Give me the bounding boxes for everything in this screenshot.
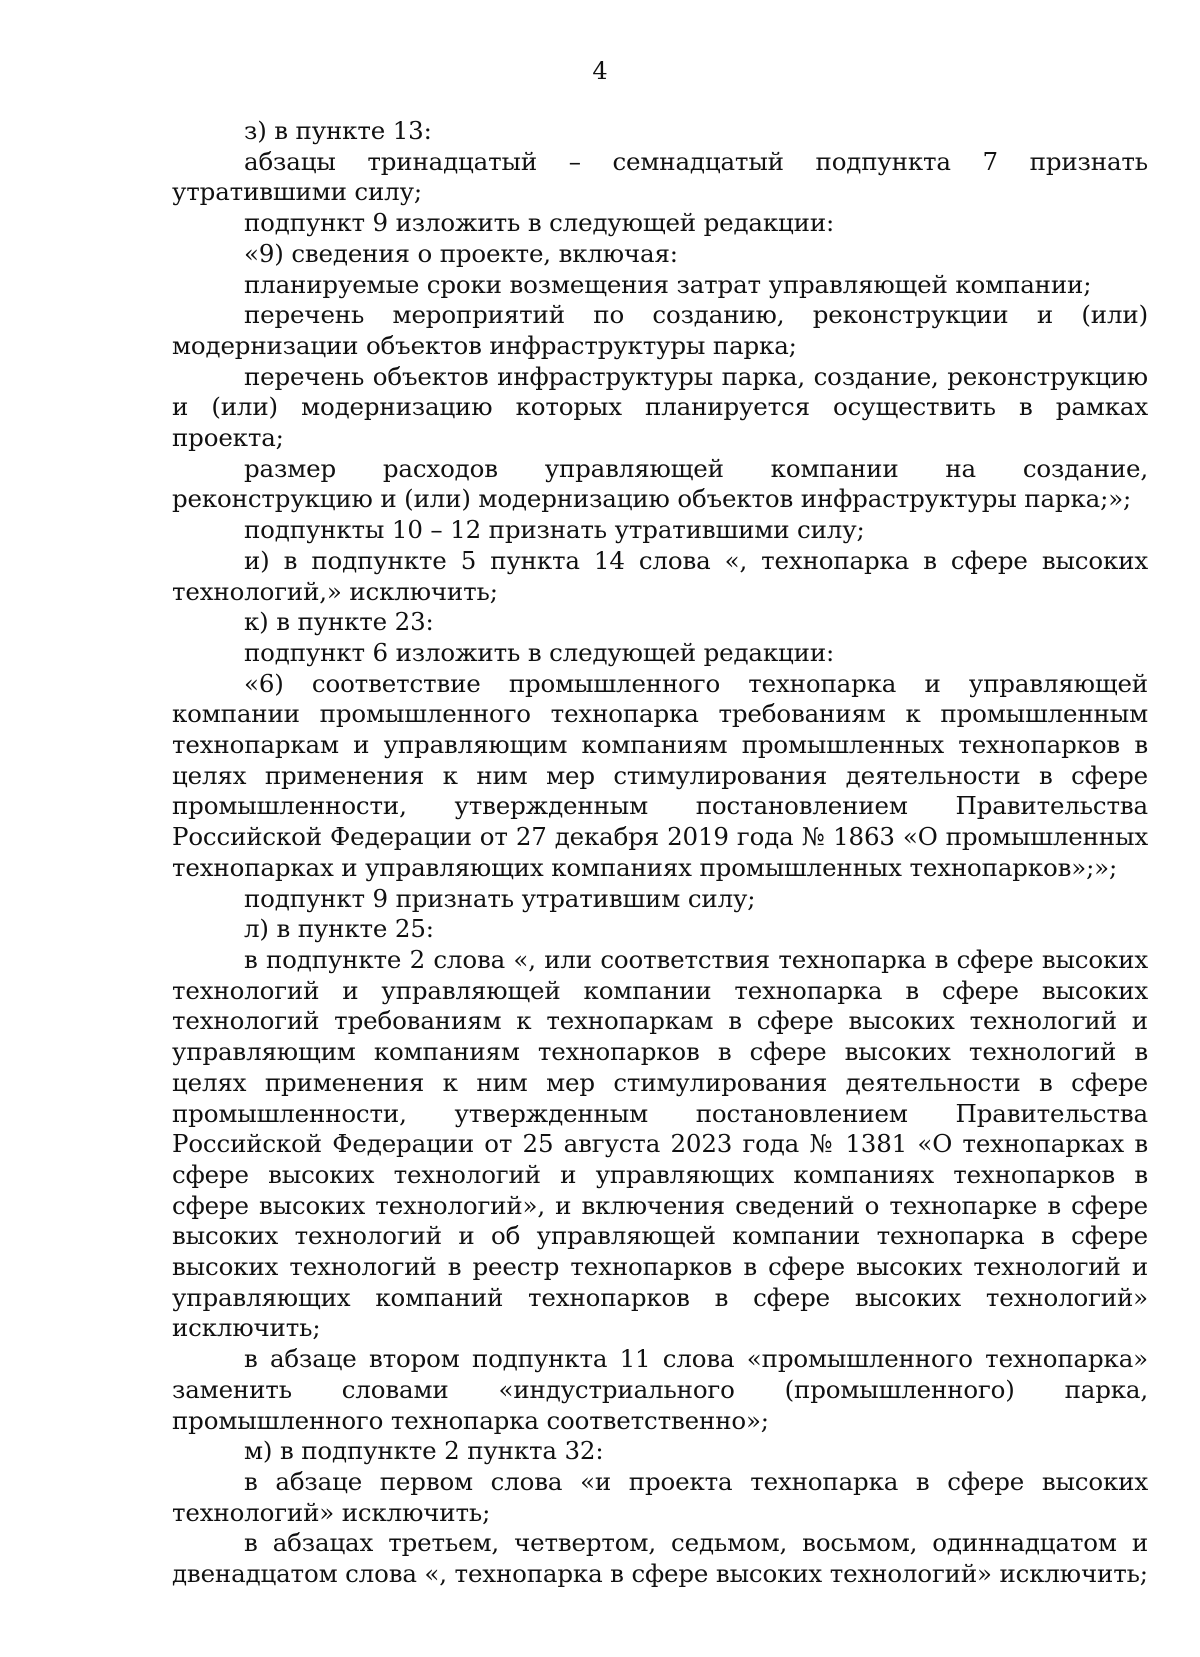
paragraph: в абзаце первом слова «и проекта технопарка в сфере высоких технологий» исключить;: [172, 1466, 1148, 1527]
paragraph: перечень мероприятий по созданию, реконструкции и (или) модернизации объектов инфраструктуры парка;: [172, 300, 1148, 360]
paragraph: подпункт 6 изложить в следующей редакции:: [244, 637, 835, 667]
paragraph: л) в пункте 25:: [244, 914, 434, 944]
paragraph: подпункты 10 – 12 признать утратившими силу;: [244, 515, 865, 545]
paragraph: м) в подпункте 2 пункта 32:: [244, 1436, 604, 1466]
paragraph: и) в подпункте 5 пункта 14 слова «, технопарка в сфере высоких технологий,» исключить;: [172, 545, 1148, 606]
paragraph: в абзацах третьем, четвертом, седьмом, восьмом, одиннадцатом и двенадцатом слова «, технопарка в сфере высоких технологий» исключить;: [172, 1528, 1148, 1589]
paragraph: планируемые сроки возмещения затрат управляющей компании;: [244, 269, 1092, 299]
document-body: [172, 116, 1148, 1590]
paragraph: размер расходов управляющей компании на создание, реконструкцию и (или) модернизацию объектов инфраструктуры парка;»;: [172, 453, 1148, 514]
paragraph: абзацы тринадцатый – семнадцатый подпункта 7 признать утратившими силу;: [172, 146, 1148, 207]
paragraph: подпункт 9 признать утратившим силу;: [244, 883, 756, 913]
paragraph: «6) соответствие промышленного технопарка и управляющей компании промышленного технопарка требованиям к промышленным технопаркам и управляющим компаниям промышленных технопарков в целях применения к ним мер стимулирования деятельности в сфере промышленности, утвержденным постановлением Правительства Российской Федерации от 27 декабря 2019 года № 1863 «О промышленных технопарках и управляющих компаниях промышленных технопарков»;»;: [172, 668, 1148, 882]
paragraph: з) в пункте 13:: [244, 116, 432, 145]
paragraph: к) в пункте 23:: [244, 607, 434, 637]
paragraph: в подпункте 2 слова «, или соответствия технопарка в сфере высоких технологий и управляющей компании технопарка в сфере высоких технологий требованиям к технопаркам в сфере высоких технологий и управляющим компаниям технопарков в сфере высоких технологий в целях применения к ним мер стимулирования деятельности в сфере промышленности, утвержденным постановлением Правительства Российской Федерации от 25 августа 2023 года № 1381 «О технопарках в сфере высоких технологий и управляющих компаниях технопарков в сфере высоких технологий», и включения сведений о технопарке в сфере высоких технологий и об управляющей компании технопарка в сфере высоких технологий в реестр технопарков в сфере высоких технологий и управляющих компаний технопарков в сфере высоких технологий» исключить;: [172, 944, 1148, 1343]
page-number: 4: [592, 57, 608, 85]
paragraph: подпункт 9 изложить в следующей редакции:: [244, 208, 835, 238]
paragraph: в абзаце втором подпункта 11 слова «промышленного технопарка» заменить словами «индустриального (промышленного) парка, промышленного технопарка соответственно»;: [172, 1344, 1148, 1435]
paragraph: перечень объектов инфраструктуры парка, создание, реконструкцию и (или) модернизацию которых планируется осуществить в рамках проекта;: [172, 361, 1148, 453]
paragraph: «9) сведения о проекте, включая:: [244, 238, 678, 268]
